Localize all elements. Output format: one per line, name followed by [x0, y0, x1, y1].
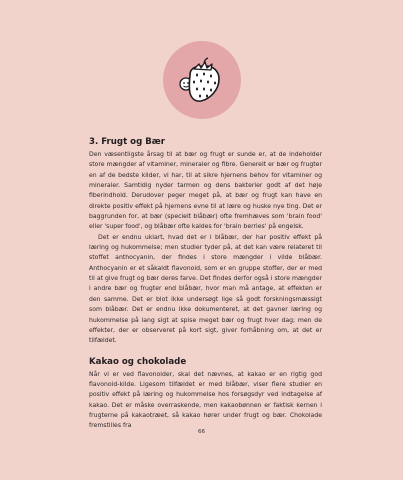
section-heading-frugt-og-baer: 3. Frugt og Bær: [89, 137, 166, 147]
section-heading-kakao-og-chokolade: Kakao og chokolade: [89, 356, 187, 367]
page-number: 66: [197, 429, 206, 435]
page-content: [89, 137, 322, 432]
body-paragraph: Den væsentligste årsag til at bær og frugt er sunde er, at de indeholder store mængder af vitaminer, mineraler og fibre. Generelt er bær og frugter en af de bedste kilder, vi har, til at sikre hjernens behov for vitaminer og mineraler. Samtidig nyder tarmen og dens bakterier godt af det høje fiberindhold. Derudover peger meget på, at bær og frugt kan have en direkte positiv effekt på hjernens evne til at lære og huske nye ting. Det er baggrunden for, at bær (specielt blåbær) ofte fremhæves som 'brain food' eller 'super food', og blåbær ofte kaldes for 'brain berries' på engelsk.: [89, 151, 322, 231]
strawberry-illustration: [163, 41, 241, 119]
body-paragraph: Det er endnu uklart, hvad det er i blåbær, der har positiv effekt på læring og hukommelse; men studier tyder på, at det kan være relateret til stoffet anthocyanin, der findes i store mængder i vilde blåbær. Anthocyanin er et såkaldt flavonoid, som er en gruppe stoffer, der er med til at give frugt og bær deres farve. Det findes derfor også i store mængder i andre bær og frugter end blåbær, hvor man må antage, at effekten er den samme. Det er blot ikke undersøgt lige så godt forskningsmæssigt som blåbær. Det er endnu ikke dokumenteret, at det gavner læring og hukommelse på lang sigt at spise meget bær og frugt hver dag; men de effekter, der er observeret på kort sigt, giver forhåbning om, at det er tilfældet.: [89, 233, 322, 345]
body-paragraph: Når vi er ved flavonoider, skal det nævnes, at kakao er en rigtig god flavonoid-kilde. Ligesom tilfældet er med blåbær, viser flere studier en positiv effekt på læring og hukommelse hos forsøgsdyr ved indtagelse af kakao. Det er måske overraskende, men kakaobønnen er faktisk kernen i frugterne på kakaotræet, så kakao hører under frugt og bær. Chokolade fremstilles fra: [89, 370, 322, 430]
strawberry-icon: [163, 41, 241, 119]
